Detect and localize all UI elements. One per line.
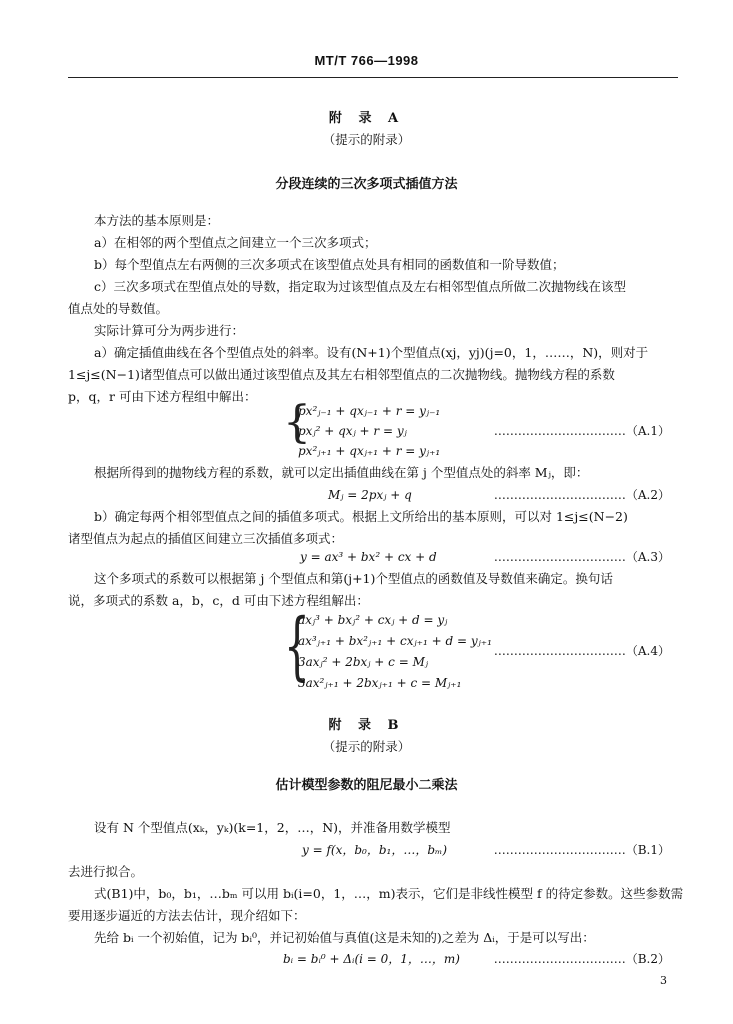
equation-a3: y = ax³ + bx² + cx + d bbox=[300, 550, 437, 564]
paragraph: 去进行拟合。 bbox=[68, 864, 144, 879]
appendix-a-note: （提示的附录） bbox=[322, 132, 411, 147]
appendix-b-note: （提示的附录） bbox=[322, 739, 411, 754]
equation-a1-line: pxⱼ² + qxⱼ + r = yⱼ bbox=[298, 424, 407, 438]
appendix-b-title: 估计模型参数的阻尼最小二乘法 bbox=[275, 778, 458, 793]
paragraph: 1≤j≤(N−1)诸型值点可以做出通过该型值点及其左右相邻型值点的二次抛物线。抛物线方程的系数 bbox=[68, 367, 615, 382]
paragraph: 设有 N 个型值点(xₖ，yₖ)(k=1，2，…，N)，并准备用数学模型 bbox=[94, 820, 451, 835]
equation-a4-line: 3ax²ⱼ₊₁ + 2bxⱼ₊₁ + c = Mⱼ₊₁ bbox=[298, 676, 462, 690]
equation-number: ……………………………（A.3） bbox=[493, 550, 670, 564]
equation-a4-line: axⱼ³ + bxⱼ² + cxⱼ + d = yⱼ bbox=[298, 613, 448, 627]
equation-number: ……………………………（A.2） bbox=[493, 488, 670, 502]
equation-number: ……………………………（B.1） bbox=[493, 843, 670, 857]
equation-a4-line: 3axⱼ² + 2bxⱼ + c = Mⱼ bbox=[298, 655, 429, 669]
document-header: MT/T 766—1998 bbox=[314, 53, 419, 68]
equation-number: ……………………………（A.1） bbox=[493, 424, 670, 438]
equation-b2: bᵢ = bᵢ⁰ + Δᵢ(i = 0，1，…，m) bbox=[283, 952, 460, 966]
paragraph: 式(B1)中，b₀，b₁，…bₘ 可以用 bᵢ(i=0，1，…，m)表示，它们是非线性模型 f 的待定参数。这些参数需 bbox=[94, 886, 684, 901]
equation-brace: { bbox=[283, 397, 311, 448]
paragraph: p，q，r 可由下述方程组中解出： bbox=[68, 389, 257, 404]
equation-brace: { bbox=[284, 603, 310, 689]
appendix-b-heading: 附 录 B bbox=[328, 718, 405, 733]
appendix-a-heading: 附 录 A bbox=[328, 111, 405, 126]
paragraph: 本方法的基本原则是： bbox=[94, 213, 220, 228]
page-number: 3 bbox=[660, 974, 667, 987]
equation-a1-line: px²ⱼ₋₁ + qxⱼ₋₁ + r = yⱼ₋₁ bbox=[298, 404, 441, 418]
paragraph: 诸型值点为起点的插值区间建立三次插值多项式： bbox=[68, 531, 344, 546]
paragraph: 根据所得到的抛物线方程的系数，就可以定出插值曲线在第 j 个型值点处的斜率 Mⱼ，即： bbox=[94, 465, 589, 480]
paragraph: 实际计算可分为两步进行： bbox=[94, 323, 245, 338]
paragraph: 这个多项式的系数可以根据第 j 个型值点和第(j+1)个型值点的函数值及导数值来确定。换句话 bbox=[94, 571, 613, 586]
paragraph: 说，多项式的系数 a，b，c，d 可由下述方程组解出： bbox=[68, 593, 369, 608]
equation-number: ……………………………（A.4） bbox=[493, 644, 670, 658]
paragraph: b）每个型值点左右两侧的三次多项式在该型值点处具有相同的函数值和一阶导数值； bbox=[94, 257, 565, 272]
equation-number: ……………………………（B.2） bbox=[493, 952, 670, 966]
equation-a1-line: px²ⱼ₊₁ + qxⱼ₊₁ + r = yⱼ₊₁ bbox=[298, 444, 441, 458]
equation-a4-line: ax³ⱼ₊₁ + bx²ⱼ₊₁ + cxⱼ₊₁ + d = yⱼ₊₁ bbox=[298, 634, 492, 648]
appendix-a-title: 分段连续的三次多项式插值方法 bbox=[275, 177, 458, 192]
equation-a2: Mⱼ = 2pxⱼ + q bbox=[328, 488, 412, 502]
paragraph: 值点处的导数值。 bbox=[68, 301, 169, 316]
paragraph: b）确定每两个相邻型值点之间的插值多项式。根据上文所给出的基本原则，可以对 1≤j≤(N−2) bbox=[94, 509, 628, 524]
paragraph: a）在相邻的两个型值点之间建立一个三次多项式； bbox=[94, 235, 377, 250]
paragraph: c）三次多项式在型值点处的导数，指定取为过该型值点及左右相邻型值点所做二次抛物线在该型 bbox=[94, 279, 627, 294]
header-rule bbox=[68, 77, 678, 78]
paragraph: 要用逐步逼近的方法去估计，现介绍如下： bbox=[68, 908, 306, 923]
paragraph: 先给 bᵢ 一个初始值，记为 bᵢ⁰，并记初始值与真值(这是未知的)之差为 Δᵢ，于是可以写出： bbox=[94, 930, 595, 945]
equation-b1: y = f(x，b₀，b₁，…，bₘ) bbox=[302, 843, 448, 857]
paragraph: a）确定插值曲线在各个型值点处的斜率。设有(N+1)个型值点(xj，yj)(j=0，1，……，N)，则对于 bbox=[94, 345, 649, 360]
